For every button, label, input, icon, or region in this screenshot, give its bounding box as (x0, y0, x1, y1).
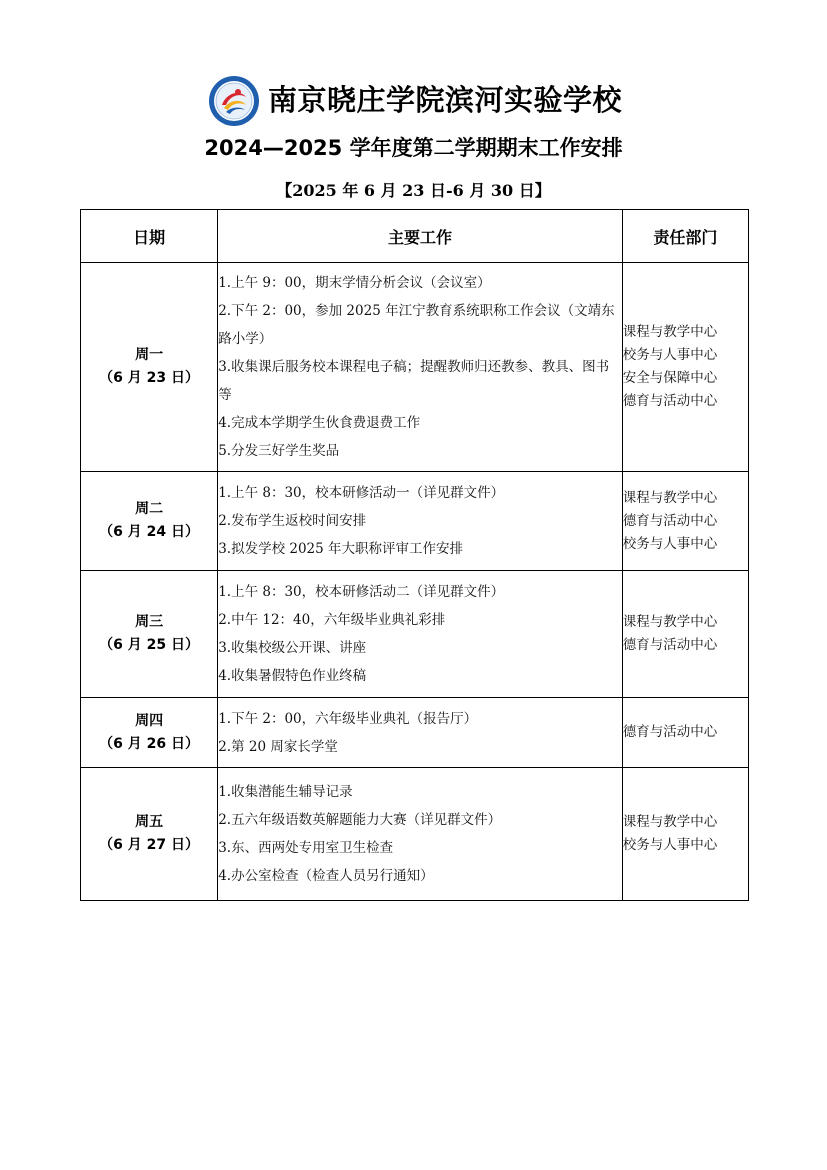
task-item: 1.下午 2：00，六年级毕业典礼（报告厅） (218, 710, 478, 727)
task-item: 5.分发三好学生奖品 (218, 443, 340, 459)
department-item: 课程与教学中心 (622, 324, 718, 340)
table-row (81, 571, 749, 698)
day-label: 周五 (135, 814, 164, 830)
page-header (0, 72, 827, 128)
department-item: 课程与教学中心 (622, 814, 718, 830)
task-item: 2.发布学生返校时间安排 (218, 513, 367, 529)
department-item: 课程与教学中心 (622, 489, 718, 506)
day-cell (81, 571, 218, 698)
task-item: 3.收集课后服务校本课程电子稿；提醒教师归还教参、教具、图书等 (218, 359, 610, 403)
task-item: 1.上午 9：00，期末学情分析会议（会议室） (218, 275, 491, 291)
work-cell (218, 571, 623, 698)
department-item: 德育与活动中心 (622, 637, 718, 653)
department-item: 安全与保障中心 (622, 370, 718, 386)
task-item: 2.中午 12：40，六年级毕业典礼彩排 (218, 612, 446, 628)
task-item: 4.收集暑假特色作业终稿 (218, 668, 367, 684)
department-item: 校务与人事中心 (622, 347, 718, 363)
dept-cell (622, 768, 748, 901)
day-label: 周二 (135, 501, 164, 517)
task-item: 3.收集校级公开课、讲座 (218, 640, 367, 656)
table-row (81, 768, 749, 901)
table-header-row (81, 210, 749, 263)
task-item: 1.上午 8：30，校本研修活动一（详见群文件） (218, 485, 505, 501)
task-item: 3.东、西两处专用室卫生检查 (218, 840, 394, 856)
task-item: 2.下午 2：00，参加 2025 年江宁教育系统职称工作会议（文靖东路小学） (218, 303, 615, 347)
task-item: 2.第 20 周家长学堂 (218, 738, 338, 755)
task-item: 1.收集潜能生辅导记录 (218, 784, 353, 800)
task-item: 2.五六年级语数英解题能力大赛（详见群文件） (218, 812, 502, 828)
document-title: 2024—2025 学年度第二学期期末工作安排 (204, 136, 623, 160)
work-cell (218, 472, 623, 571)
department-item: 校务与人事中心 (622, 837, 718, 853)
day-date: （6 月 26 日） (99, 735, 200, 752)
work-cell (218, 263, 623, 472)
date-range: 【2025 年 6 月 23 日-6 月 30 日】 (276, 181, 551, 200)
day-date: （6 月 25 日） (99, 637, 200, 653)
school-logo-icon (208, 75, 260, 127)
dept-cell (622, 263, 748, 472)
work-cell (218, 768, 623, 901)
day-cell (81, 698, 218, 768)
day-cell (81, 472, 218, 571)
day-label: 周四 (135, 712, 164, 729)
task-item: 4.办公室检查（检查人员另行通知） (218, 868, 434, 884)
day-cell (81, 263, 218, 472)
day-date: （6 月 27 日） (99, 837, 200, 853)
table-row (81, 263, 749, 472)
department-item: 德育与活动中心 (622, 393, 718, 409)
department-item: 德育与活动中心 (622, 724, 718, 740)
header-date: 日期 (81, 210, 218, 263)
table-row (81, 698, 749, 768)
dept-cell (622, 472, 748, 571)
day-date: （6 月 23 日） (99, 370, 200, 386)
dept-cell (622, 698, 748, 768)
day-date: （6 月 24 日） (99, 524, 200, 540)
header-dept: 责任部门 (622, 210, 748, 263)
schedule-table (80, 209, 749, 901)
department-item: 德育与活动中心 (622, 512, 718, 529)
school-name: 南京晓庄学院滨河实验学校 (268, 83, 623, 117)
day-label: 周一 (135, 347, 164, 363)
header-work: 主要工作 (218, 210, 623, 263)
work-cell (218, 698, 623, 768)
day-cell (81, 768, 218, 901)
task-item: 3.拟发学校 2025 年大职称评审工作安排 (218, 541, 464, 557)
table-row (81, 472, 749, 571)
dept-cell (622, 571, 748, 698)
department-item: 校务与人事中心 (622, 535, 718, 552)
task-item: 1.上午 8：30，校本研修活动二（详见群文件） (218, 584, 505, 600)
task-item: 4.完成本学期学生伙食费退费工作 (218, 415, 421, 431)
department-item: 课程与教学中心 (622, 614, 718, 630)
day-label: 周三 (135, 614, 164, 630)
